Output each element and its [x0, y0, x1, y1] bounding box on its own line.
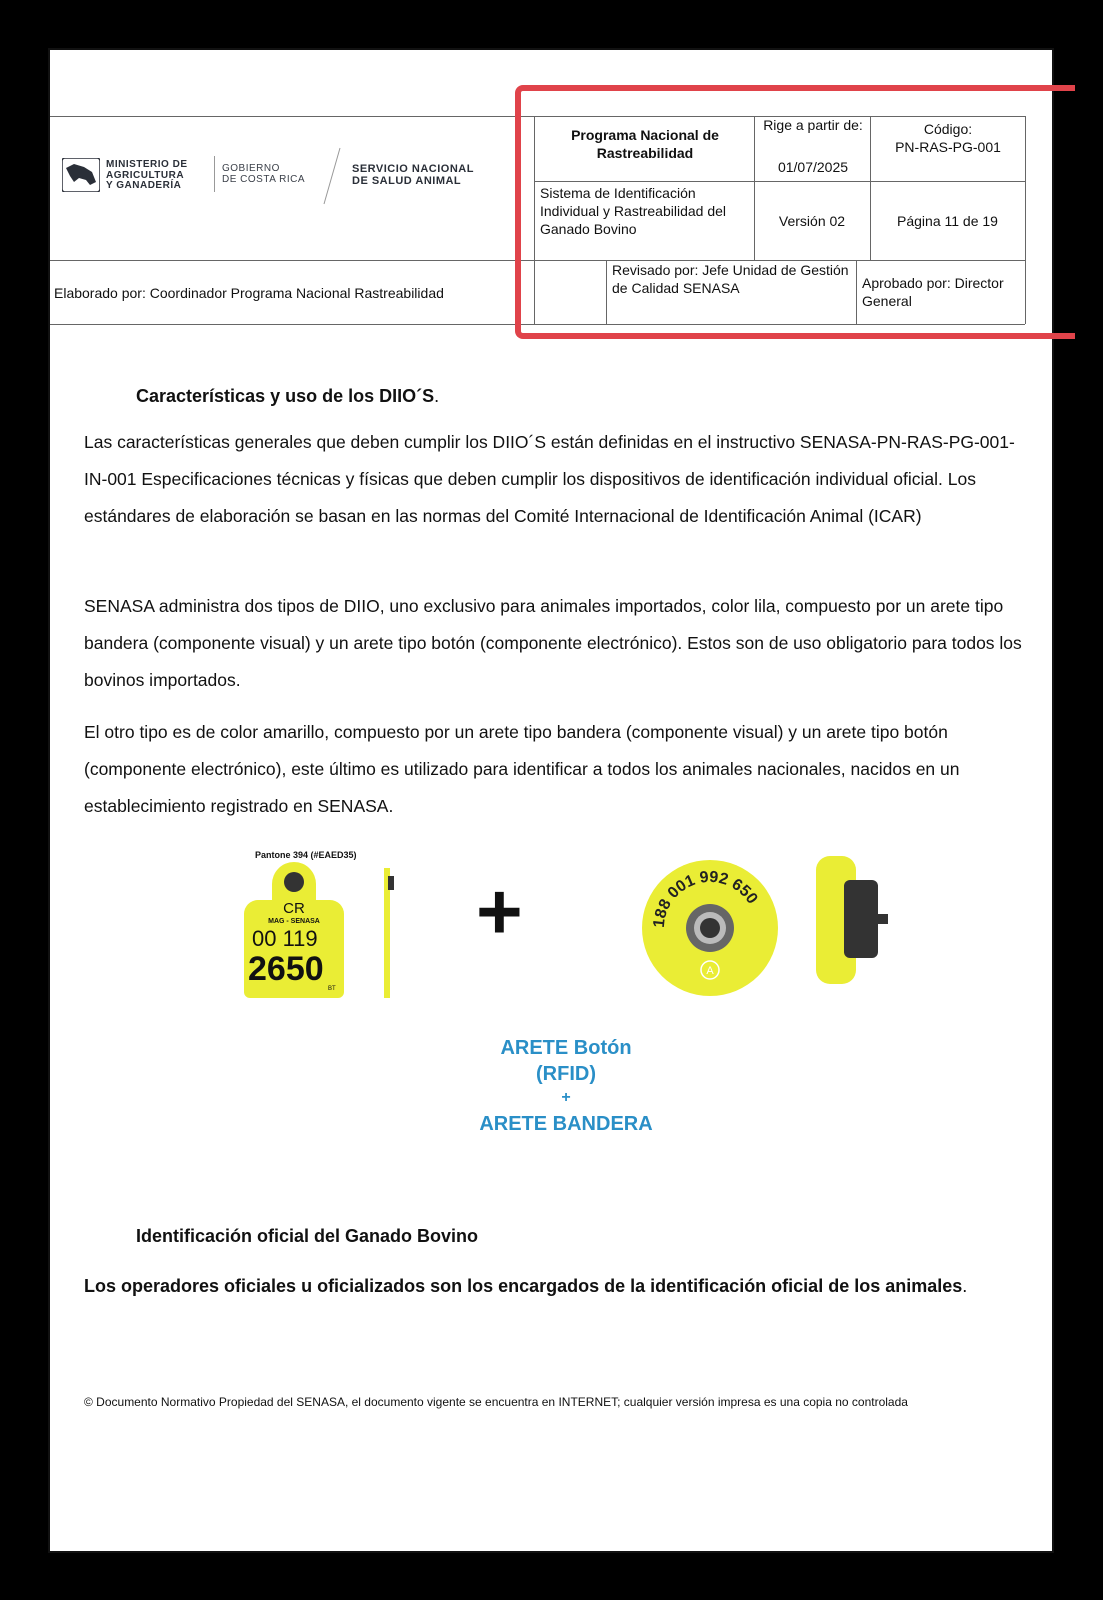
- footer-text: © Documento Normativo Propiedad del SENASA, el documento vigente se encuentra en INTERNET; cualquier versión impresa es una copia no controlada: [84, 1395, 908, 1409]
- costa-rica-map-icon: [62, 158, 100, 192]
- codigo-label: Código:: [923, 121, 973, 137]
- pantone-label: Pantone 394 (#EAED35): [255, 850, 357, 860]
- button-tag-number: 188 001 992 650: [650, 868, 761, 929]
- caption-line-1: ARETE Botón: [500, 1037, 632, 1059]
- flag-tag-big-number: 2650: [248, 950, 324, 988]
- button-tag-side: [816, 856, 856, 984]
- paragraph-2: SENASA administra dos tipos de DIIO, uno exclusivo para animales importados, color lila, compuesto por un arete tipo bandera (componente visual) y un arete tipo botón (componente electrónico). Estos son de uso obligatorio para todos los bovinos importados.: [84, 596, 1022, 690]
- caption-line-3: +: [561, 1089, 571, 1106]
- plus-sign: +: [476, 867, 523, 956]
- logo-divider-icon: [320, 146, 344, 206]
- flag-tag: [244, 862, 344, 998]
- caption-line-4: ARETE BANDERA: [479, 1113, 653, 1135]
- document-page: [48, 48, 1054, 1553]
- aprobado-por: Aprobado por: Director General: [862, 275, 1004, 310]
- paragraph-1: Las características generales que deben cumplir los DIIO´S están definidas en el instructivo SENASA-PN-RAS-PG-001-IN-001 Especificaciones técnicas y físicas que deben cumplir los dispositivos de identificación individual oficial. Los estándares de elaboración se basan en las normas del Comité Internacional de Identificación Animal (ICAR): [84, 432, 1015, 526]
- highlight-frame: [515, 85, 1075, 339]
- flag-tag-country: CR: [283, 900, 305, 917]
- button-tag-letter: A: [706, 965, 714, 977]
- gobierno-logo-text: GOBIERNO DE COSTA RICA: [222, 163, 305, 185]
- flag-tag-agency: MAG - SENASA: [268, 918, 320, 925]
- flag-tag-small: BT: [328, 986, 336, 992]
- section-heading-identificacion: Identificación oficial del Ganado Bovino: [136, 1226, 479, 1246]
- elaborado-por: Elaborado por: Coordinador Programa Nacional Rastreabilidad: [54, 285, 444, 301]
- program-title: Programa Nacional de Rastreabilidad: [571, 127, 719, 162]
- revisado-por: Revisado por: Jefe Unidad de Gestión de Calidad SENASA: [612, 262, 849, 297]
- rige-date: 01/07/2025: [777, 159, 849, 175]
- flag-tag-number: 00 119: [252, 926, 318, 951]
- section-heading-diios: Características y uso de los DIIO´S.: [136, 386, 440, 406]
- version: Versión 02: [778, 213, 846, 229]
- rige-label: Rige a partir de:: [763, 117, 863, 133]
- ministry-logo-text: MINISTERIO DE AGRICULTURA Y GANADERÍA: [106, 159, 188, 191]
- paragraph-3: El otro tipo es de color amarillo, compuesto por un arete tipo bandera (componente visual) y un arete tipo botón (componente electrónico), este último es utilizado para identificar a todos los animales nacionales, nacidos en un establecimiento registrado en SENASA.: [84, 722, 960, 816]
- pagina: Página 11 de 19: [897, 213, 998, 229]
- caption-line-2: (RFID): [536, 1063, 596, 1085]
- button-tag: [640, 858, 780, 998]
- senasa-logo-text: SERVICIO NACIONAL DE SALUD ANIMAL: [352, 163, 474, 187]
- system-name: Sistema de Identificación Individual y Rastreabilidad del Ganado Bovino: [540, 185, 726, 238]
- codigo-value: PN-RAS-PG-001: [895, 139, 1001, 155]
- bold-statement: Los operadores oficiales u oficializados son los encargados de la identificación oficial de los animales.: [84, 1276, 968, 1296]
- flag-tag-side: [384, 868, 390, 998]
